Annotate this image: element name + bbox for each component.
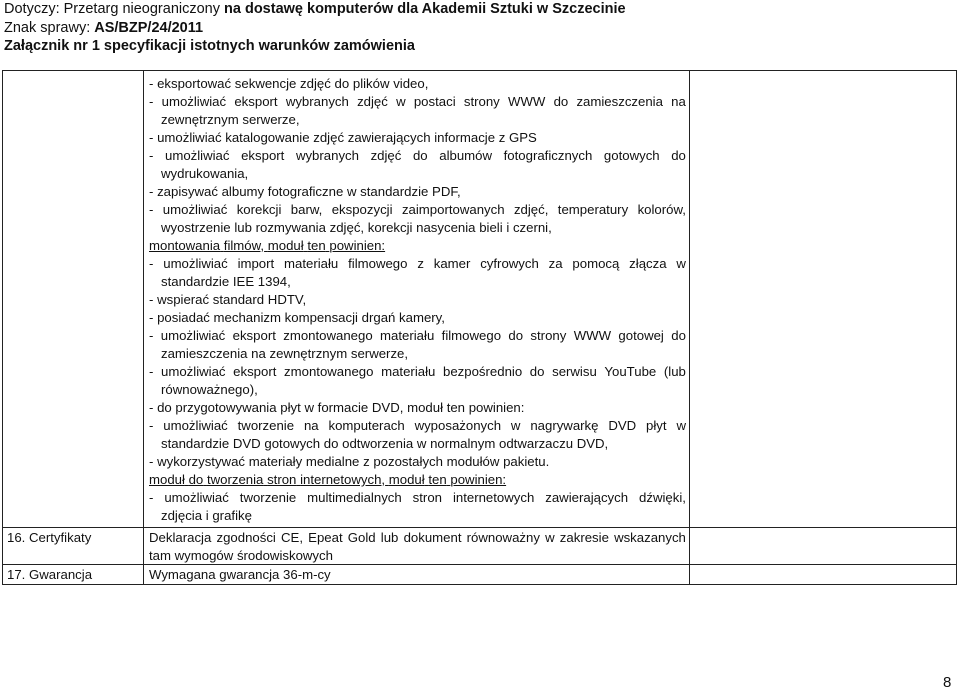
- requirement-line: wyostrzenie lub rozmywania zdjęć, korekcji nasycenia bieli i czerni,: [161, 220, 552, 235]
- header-case-prefix: Znak sprawy:: [4, 19, 95, 36]
- requirement-line: - posiadać mechanizm kompensacji drgań kamery,: [149, 310, 445, 325]
- header-case-line: [4, 19, 626, 38]
- requirement-line: - do przygotowywania płyt w formacie DVD, moduł ten powinien:: [149, 400, 525, 415]
- requirement-line: - umożliwiać eksport wybranych zdjęć do albumów fotograficznych gotowych do: [149, 148, 686, 163]
- header-subject-prefix: Dotyczy: Przetarg nieograniczony: [4, 1, 225, 17]
- document-header: [4, 0, 626, 56]
- header-case-number: AS/BZP/24/2011: [94, 19, 204, 36]
- certificates-line-2: tam wymogów środowiskowych: [149, 548, 333, 563]
- requirement-line: standardzie DVD gotowych do odtworzenia w normalnym odtwarzaczu DVD,: [161, 436, 609, 451]
- requirement-line: - wspierać standard HDTV,: [149, 292, 307, 307]
- requirement-line: - umożliwiać eksport zmontowanego materiału bezpośrednio do serwisu YouTube (lub: [149, 364, 686, 379]
- table-border-right: [956, 70, 957, 585]
- requirement-line: zewnętrznym serwerze,: [161, 112, 300, 127]
- requirement-line: standardzie IEE 1394,: [161, 274, 291, 289]
- requirement-line: - umożliwiać katalogowanie zdjęć zawierających informacje z GPS: [149, 130, 537, 145]
- row-description-certificates: [149, 529, 686, 565]
- requirement-line: - zapisywać albumy fotograficzne w standardzie PDF,: [149, 184, 461, 199]
- page-number: 8: [943, 674, 952, 691]
- requirement-line: - umożliwiać korekcji barw, ekspozycji zaimportowanych zdjęć, temperatury kolorów,: [149, 202, 686, 217]
- requirement-line: moduł do tworzenia stron internetowych, moduł ten powinien:: [149, 472, 507, 487]
- header-subject-title: na dostawę komputerów dla Akademii Sztuki w Szczecinie: [224, 1, 626, 17]
- row-label-certificates: 16. Certyfikaty: [7, 530, 92, 545]
- requirement-line: wydrukowania,: [161, 166, 249, 181]
- table-column-divider-1: [143, 70, 144, 585]
- requirement-line: - eksportować sekwencje zdjęć do plików video,: [149, 76, 429, 91]
- requirement-line: - umożliwiać tworzenie multimedialnych stron internetowych zawierających dźwięki,: [149, 490, 686, 505]
- row-label-warranty: 17. Gwarancja: [7, 567, 93, 582]
- table-column-divider-2: [689, 70, 690, 585]
- header-attachment-title: Załącznik nr 1 specyfikacji istotnych warunków zamówienia: [4, 38, 415, 54]
- requirement-line: zamieszczenia na zewnętrznym serwerze,: [161, 346, 409, 361]
- row-description-warranty: Wymagana gwarancja 36-m-cy: [149, 567, 331, 582]
- requirement-line: - umożliwiać eksport wybranych zdjęć w postaci strony WWW do zamieszczenia na: [149, 94, 686, 109]
- table-border-bottom: [2, 584, 957, 585]
- table-border-left: [2, 70, 3, 585]
- requirement-line: - umożliwiać tworzenie na komputerach wyposażonych w nagrywarkę DVD płyt w: [149, 418, 686, 433]
- requirement-line: równoważnego),: [161, 382, 258, 397]
- table-border-top: [2, 70, 957, 71]
- header-attachment-line: [4, 37, 626, 56]
- requirement-line: zdjęcia i grafikę: [161, 508, 252, 523]
- requirement-line: - umożliwiać eksport zmontowanego materiału filmowego do strony WWW gotowej do: [149, 328, 686, 343]
- requirement-line: montowania filmów, moduł ten powinien:: [149, 238, 386, 253]
- certificates-line-1: Deklaracja zgodności CE, Epeat Gold lub dokument równoważny w zakresie wskazanych: [149, 530, 686, 545]
- header-subject-line: [4, 0, 626, 19]
- software-requirements-list: [149, 75, 686, 525]
- table-row-divider-1: [2, 527, 957, 528]
- requirement-line: - umożliwiać import materiału filmowego z kamer cyfrowych za pomocą złącza w: [149, 256, 686, 271]
- requirement-line: - wykorzystywać materiały medialne z pozostałych modułów pakietu.: [149, 454, 550, 469]
